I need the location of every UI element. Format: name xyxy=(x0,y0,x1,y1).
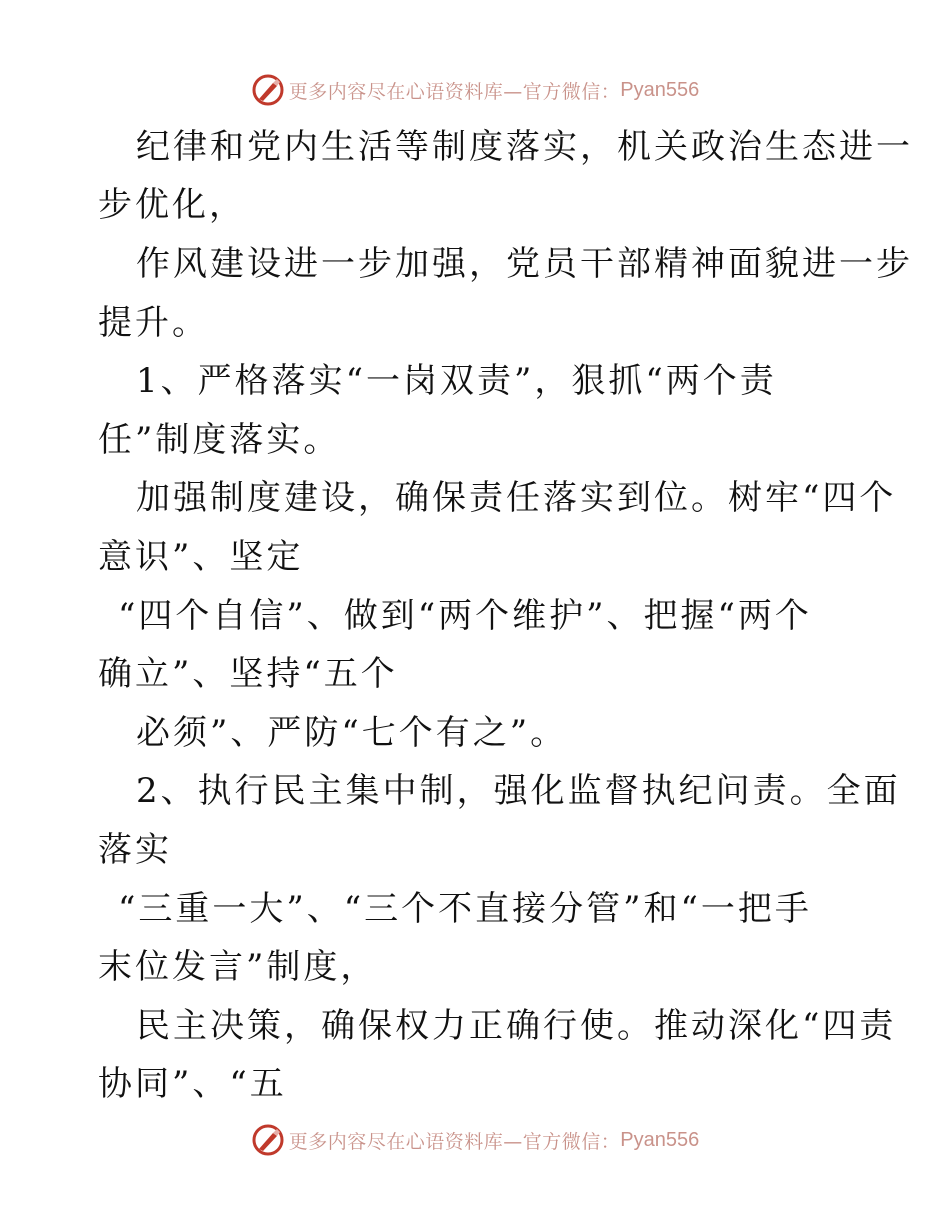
body-line: 纪律和党内生活等制度落实，机关政治生态进一 xyxy=(136,127,913,167)
watermark-wechat-id: Pyan556 xyxy=(620,1128,700,1151)
footer-watermark xyxy=(0,1120,950,1160)
body-line: 意识”、坚定 xyxy=(98,537,304,577)
pen-logo-icon xyxy=(251,1123,285,1157)
body-line: 2、执行民主集中制，强化监督执纪问责。全面 xyxy=(136,771,901,811)
body-line: 任”制度落实。 xyxy=(98,420,341,460)
watermark-text: 更多内容尽在心语资料库—官方微信： xyxy=(288,1130,621,1153)
body-line: 步优化， xyxy=(98,185,246,225)
body-line: “三重一大”、“三个不直接分管”和“一把手 xyxy=(118,889,812,929)
body-line: 落实 xyxy=(98,830,172,870)
body-line: 加强制度建设，确保责任落实到位。树牢“四个 xyxy=(136,478,897,518)
body-line: “四个自信”、做到“两个维护”、把握“两个 xyxy=(118,596,812,636)
body-line: 1、严格落实“一岗双责”，狠抓“两个责 xyxy=(136,361,777,401)
watermark-text: 更多内容尽在心语资料库—官方微信： xyxy=(288,80,621,103)
body-line: 必须”、严防“七个有之”。 xyxy=(136,713,568,753)
watermark-wechat-id: Pyan556 xyxy=(620,78,700,101)
body-line: 提升。 xyxy=(98,303,209,343)
body-line: 确立”、坚持“五个 xyxy=(98,654,398,694)
body-line: 末位发言”制度， xyxy=(98,947,378,987)
body-line: 民主决策，确保权力正确行使。推动深化“四责 xyxy=(136,1006,897,1046)
body-line: 协同”、“五 xyxy=(98,1064,287,1104)
body-line: 作风建设进一步加强，党员干部精神面貌进一步 xyxy=(136,244,913,284)
